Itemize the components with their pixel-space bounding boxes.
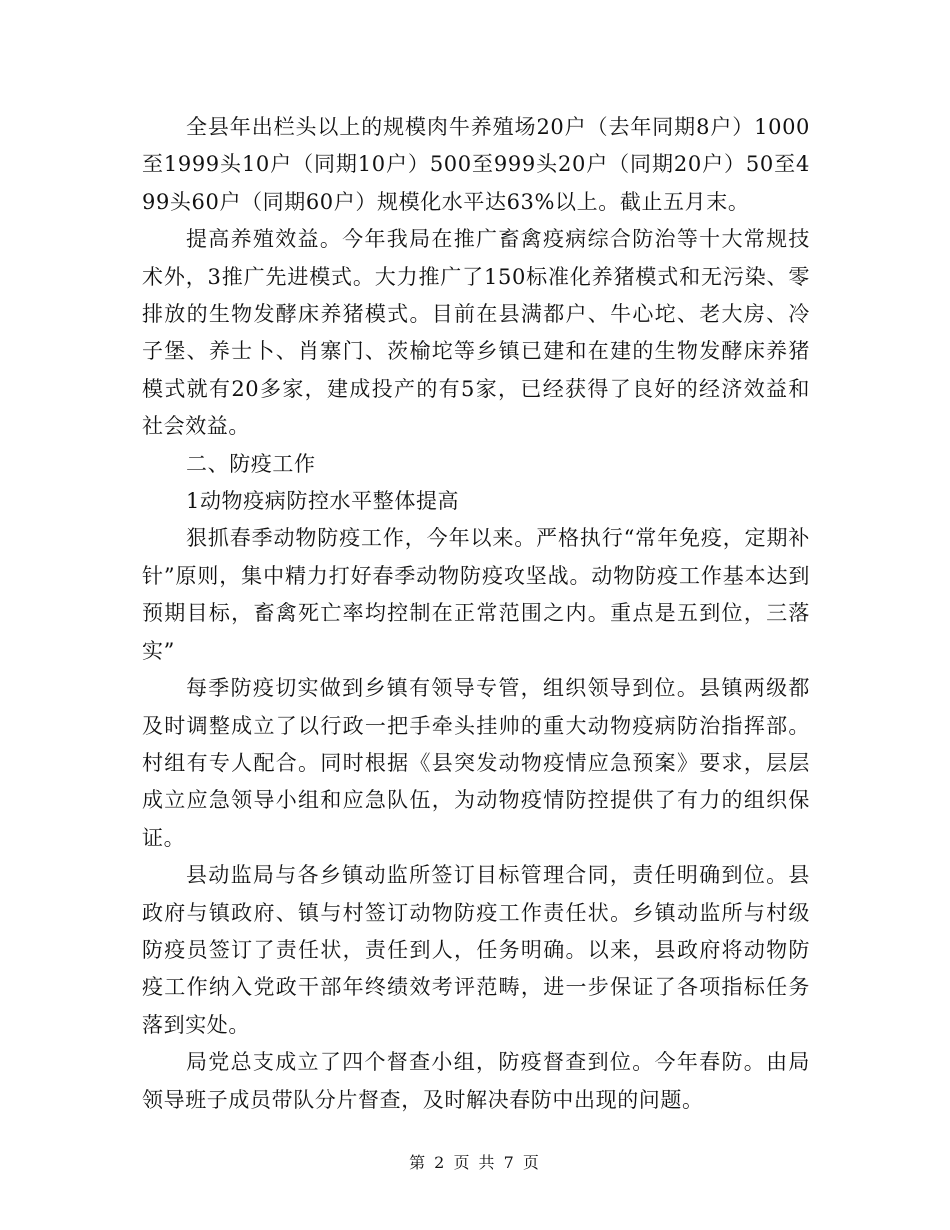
section-heading-epidemic-prevention: 二、防疫工作	[186, 451, 316, 476]
document-body	[142, 109, 810, 1119]
subheading-disease-control: 1动物疫病防控水平整体提高	[186, 489, 460, 514]
paragraph-leadership: 每季防疫切实做到乡镇有领导专管，组织领导到位。县镇两级都及时调整成立了以行政一把手牵头挂帅的重大动物疫病防治指挥部。村组有专人配合。同时根据《县突发动物疫情应急预案》要求，层层成立应急领导小组和应急队伍，为动物疫情防控提供了有力的组织保证。	[142, 676, 810, 850]
page-number-footer: 第 2 页 共 7 页	[409, 1153, 541, 1172]
paragraph-supervision: 局党总支成立了四个督查小组，防疫督查到位。今年春防。由局领导班子成员带队分片督查，及时解决春防中出现的问题。	[142, 1050, 810, 1112]
paragraph-breeding-benefit: 提高养殖效益。今年我局在推广畜禽疫病综合防治等十大常规技术外，3推广先进模式。大力推广了150标准化养猪模式和无污染、零排放的生物发酵床养猪模式。目前在县满都户、牛心坨、老大房、冷子堡、养士卜、肖寨门、茨榆坨等乡镇已建和在建的生物发酵床养猪模式就有20多家，建成投产的有5家，已经获得了良好的经济效益和社会效益。	[142, 227, 810, 439]
paragraph-livestock-scale: 全县年出栏头以上的规模肉牛养殖场20户（去年同期8户）1000至1999头10户（同期10户）500至999头20户（同期20户）50至499头60户（同期60户）规模化水平达63%以上。截止五月末。	[142, 115, 810, 214]
paragraph-responsibility: 县动监局与各乡镇动监所签订目标管理合同，责任明确到位。县政府与镇政府、镇与村签订动物防疫工作责任状。乡镇动监所与村级防疫员签订了责任状，责任到人，任务明确。以来，县政府将动物防疫工作纳入党政干部年终绩效考评范畴，进一步保证了各项指标任务落到实处。	[142, 863, 810, 1037]
paragraph-spring-prevention: 狠抓春季动物防疫工作，今年以来。严格执行“常年免疫，定期补针”原则，集中精力打好春季动物防疫攻坚战。动物防疫工作基本达到预期目标，畜禽死亡率均控制在正常范围之内。重点是五到位，三落实”	[142, 526, 810, 663]
